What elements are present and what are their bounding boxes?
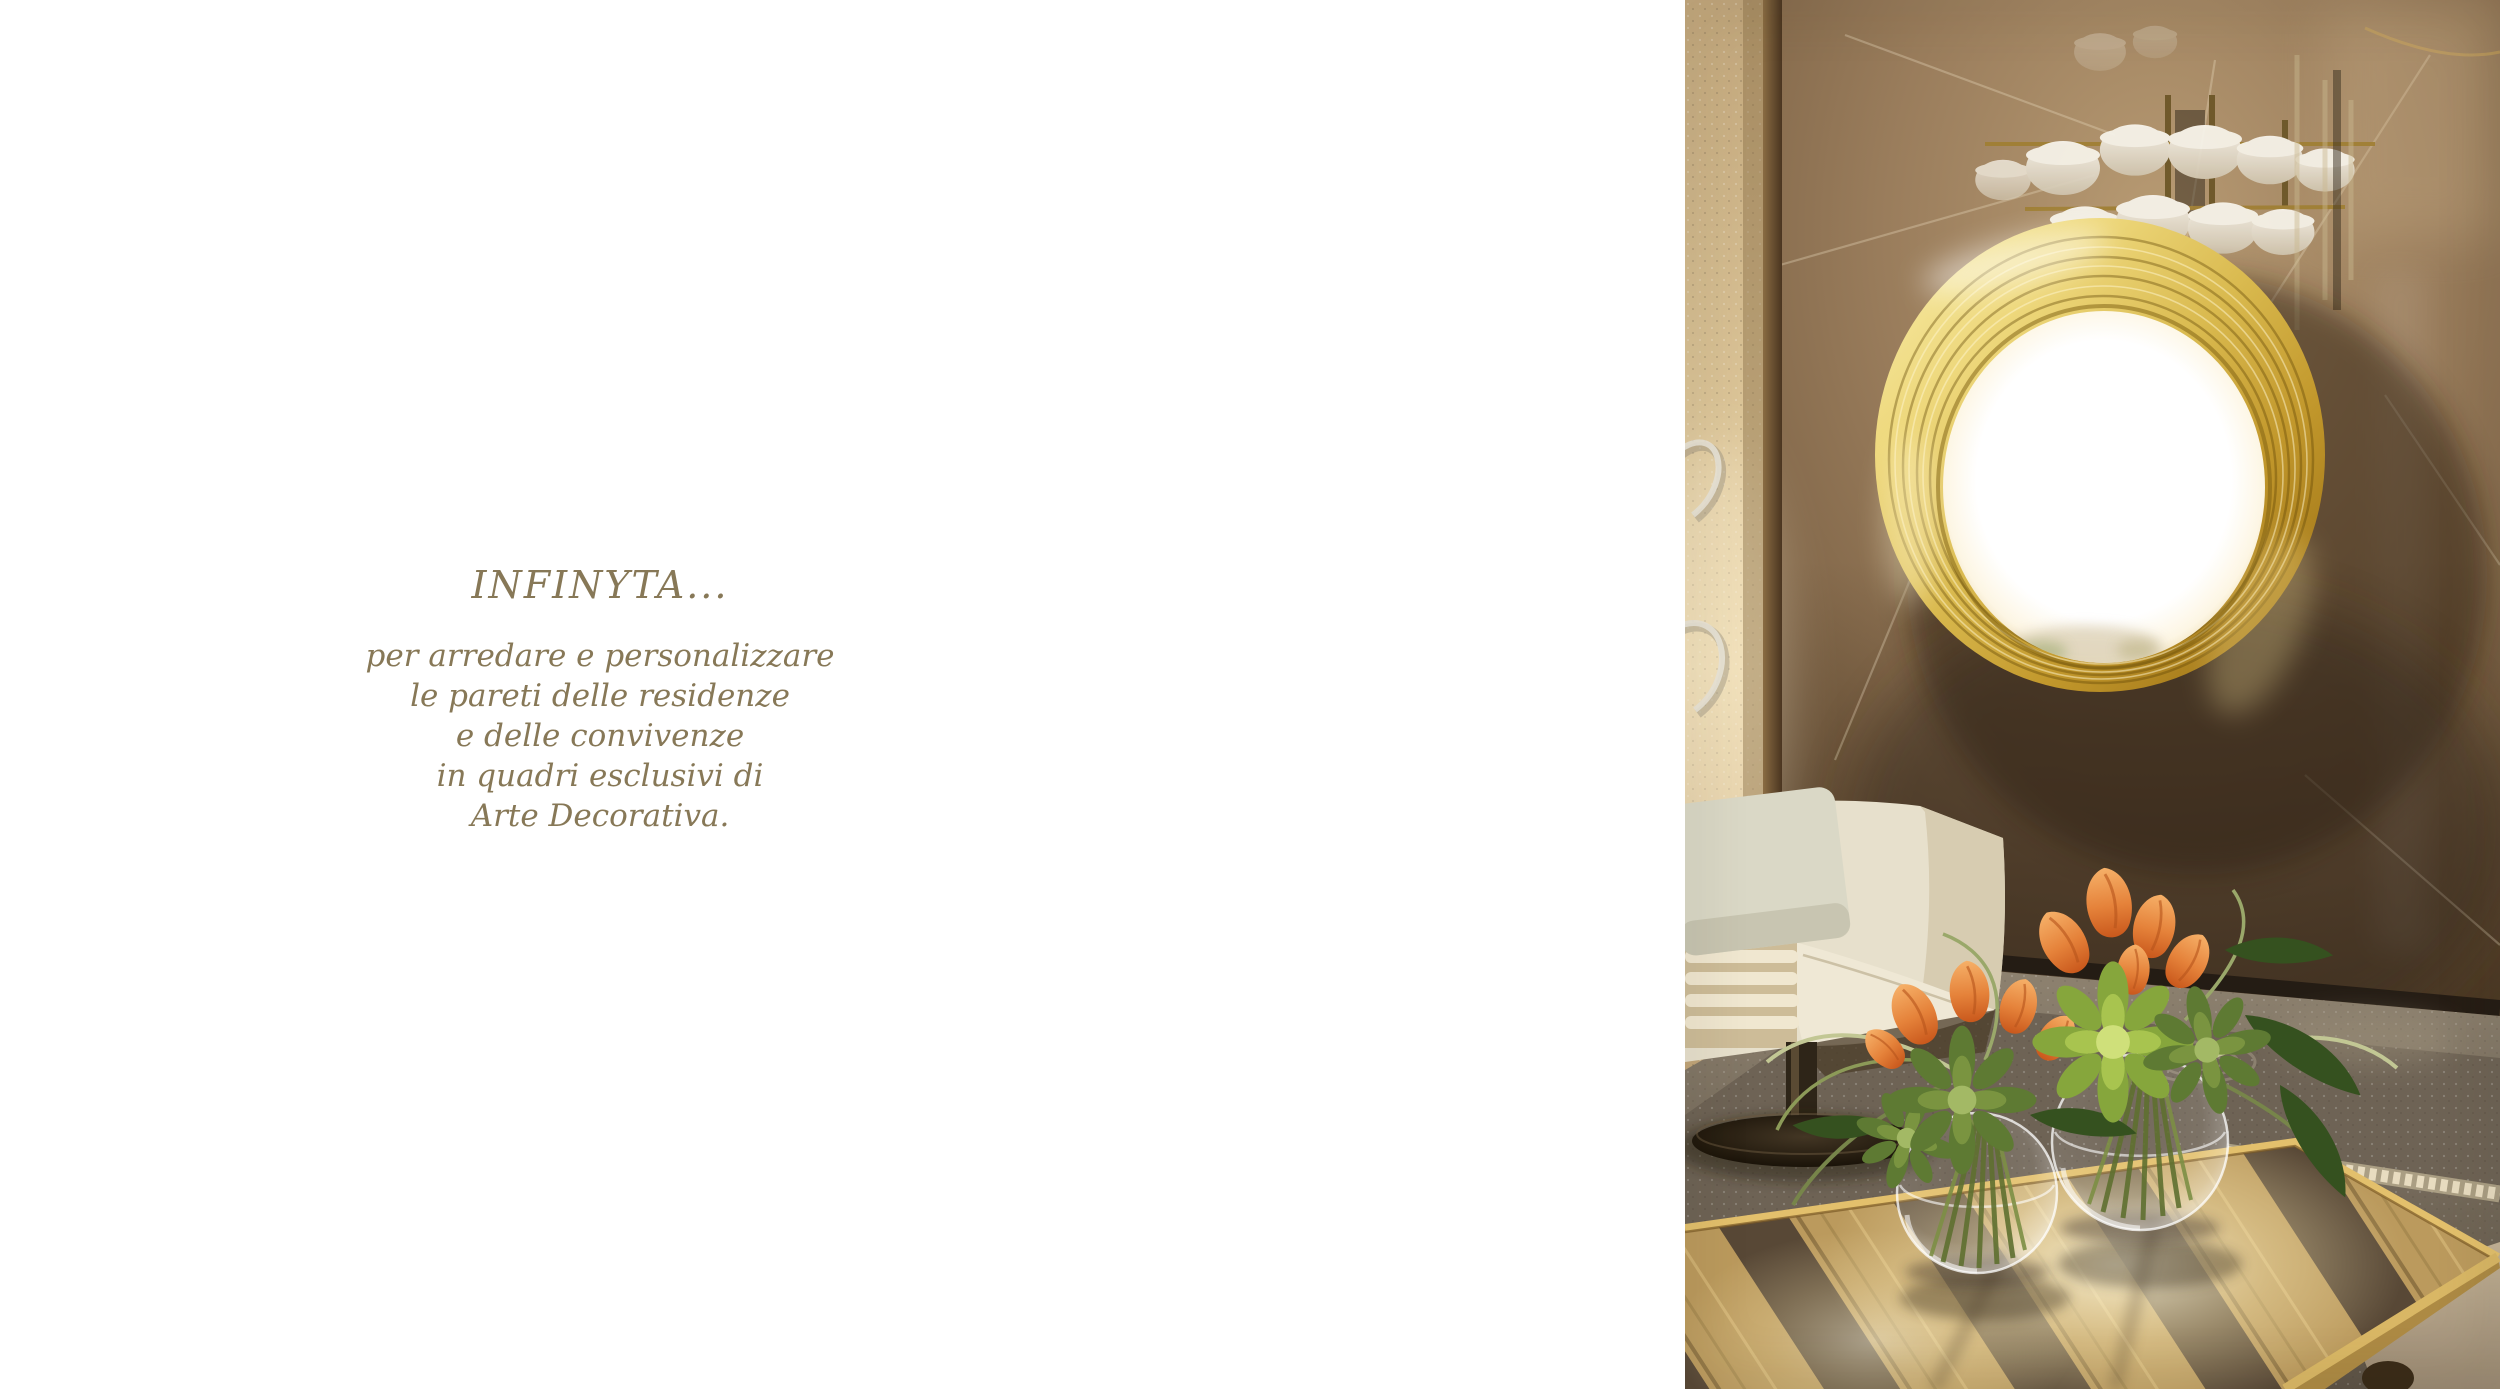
intro-line: in quadri esclusivi di: [436, 758, 764, 794]
chair-pillow: [1685, 785, 1852, 957]
intro-paragraph: [0, 636, 1200, 836]
mirror-glow: [1943, 311, 2265, 663]
intro-line: e delle convivenze: [455, 718, 745, 754]
interior-photo: [1685, 0, 2500, 1389]
intro-line: Arte Decorativa.: [470, 798, 730, 834]
intro-line: le pareti delle residenze: [410, 678, 790, 714]
intro-text-block: [0, 0, 1200, 1389]
intro-line: per arredare e personalizzare: [365, 638, 835, 674]
collection-title: INFINYTA...: [471, 563, 729, 607]
